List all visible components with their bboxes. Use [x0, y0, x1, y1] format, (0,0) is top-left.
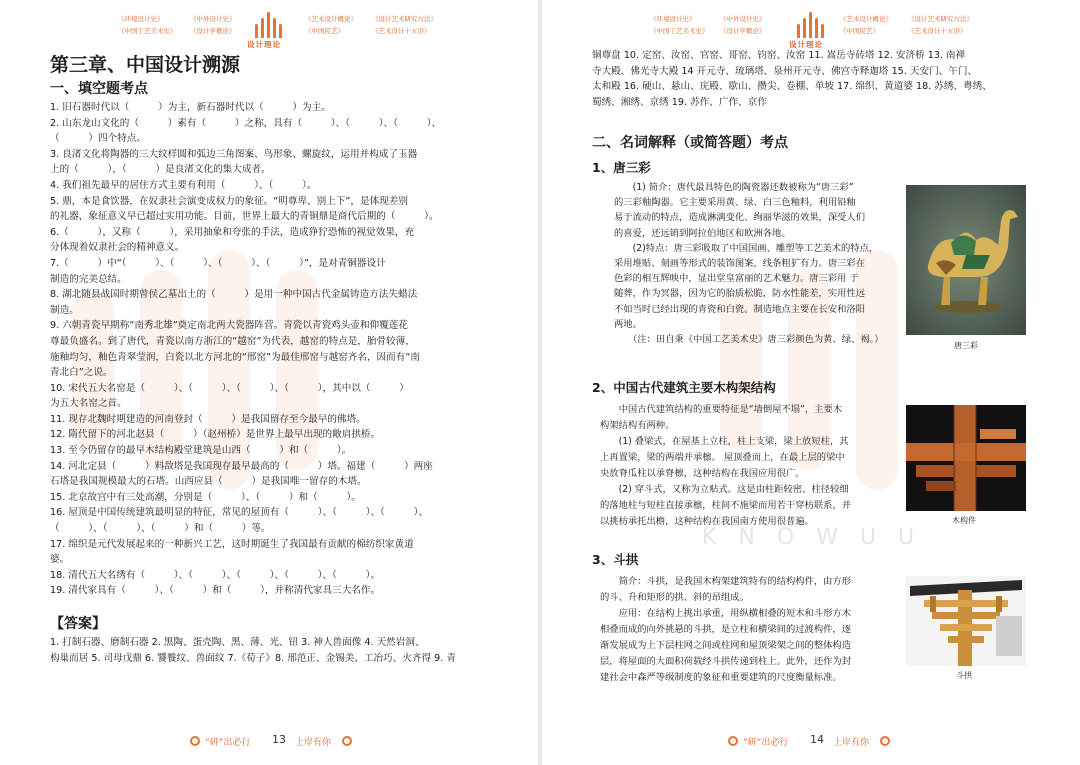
header-tag: 《环境设计史》 [118, 15, 164, 23]
term-title: 1、唐三彩 [592, 160, 651, 175]
term-tangsancai [592, 158, 1066, 178]
text-line: 以挑枋承托出檐，这种结构在我国南方使用很普遍。 [600, 516, 814, 527]
text-line: 4. 我们祖先最早的居住方式主要有利用（ ）、（ ）。 [50, 179, 317, 191]
text-line: 施釉均匀，釉色青翠莹润，白瓷以北方河北的“邢窑”为最佳邢窑与越窑齐名，因而有“南 [50, 351, 420, 363]
text-line: 7.（ ）中“（ ）、（ ）、（ ）、（ ）”，是对青铜器设计 [50, 257, 386, 269]
text-line: 的三彩釉陶器。它主要采用黄、绿、白三色釉料，利用铅釉 [614, 197, 856, 209]
text-line: 制造。 [50, 304, 79, 316]
text-line: 11. 现存北魏时期建造的河南登封（ ）是我国留存至今最早的佛塔。 [50, 413, 366, 425]
text-line: 18. 清代五大名绣有（ ）、（ ）、（ ）、（ ）、（ ）。 [50, 569, 381, 581]
text-line: 的斗、升和矩形的拱、斜的昂组成。 [600, 592, 749, 603]
header-tag: 《中外设计史》 [720, 15, 766, 23]
text-line: 蜀绣、湘绣、京绣 19. 苏作、广作、京作 [592, 96, 767, 108]
tang-sancai-camel-image [906, 185, 1026, 335]
text-line: 采用堆贴、刻画等形式的装饰图案，线条粗犷有力。唐三彩在 [614, 258, 866, 270]
text-line: （ ）、（ ）、（ ）和（ ）等。 [50, 523, 271, 535]
brand-logo-icon [253, 10, 285, 38]
footer-slogan: 上岸有你 [295, 738, 332, 748]
text-line: 16. 屋顶是中国传统建筑最明显的特征，常见的屋顶有（ ）、（ ）、（ ）、 [50, 507, 429, 519]
chapter-title: 第三章、中国设计溯源 [50, 54, 241, 76]
text-line: 尊最负盛名。到了唐代，青瓷以南方浙江的“越窑”为代表，越窑的特点是，胎骨较薄， [50, 335, 415, 347]
text-line: 1. 旧石器时代以（ ）为主，新石器时代以（ ）为主。 [50, 102, 331, 113]
term-title: 3、斗拱 [592, 552, 639, 567]
term-dougong [592, 550, 1066, 570]
answer-title: 【答案】 [50, 616, 106, 632]
text-line: 制造的完美总结。 [50, 273, 127, 285]
section-2 [592, 132, 1066, 154]
text-line: 中国古代建筑结构的重要特征是“墙倒屋不塌”，主要木 [600, 404, 843, 415]
text-line: 15. 北京故宫中有三处高潮，分别是（ ）、（ ）和（ ）。 [50, 491, 361, 503]
footer-icon [728, 736, 738, 746]
text-line: 婆。 [50, 554, 70, 566]
footer-slogan: “研”出必行 [205, 738, 251, 748]
page-number: 14 [810, 733, 824, 746]
page-number: 13 [272, 733, 286, 746]
page-footer [542, 733, 1080, 753]
header-tag: 《艺术设计概论》 [840, 15, 892, 23]
text-line: 应用：在结构上挑出承重，用纵横相叠的短木和斗形方木 [600, 608, 852, 619]
text-line: 不如当时已经出现的青瓷和白瓷。制造地点主要在长安和洛阳 [614, 303, 866, 315]
header-tag: 《中国工艺美术史》 [650, 27, 709, 35]
text-line: 两地。 [614, 318, 642, 330]
text-line: 太和殿 16. 硬山、悬山、庑殿、歇山、攒尖、卷棚、单坡 17. 绵织、黄道婆 18. 苏绣、粤绣、 [592, 81, 992, 93]
term-wood-frame [592, 378, 1066, 398]
text-line: 渐发展成为上下层柱网之间或柱网和屋顶梁架之间的整体构造 [600, 640, 852, 651]
text-line: 1. 打制石器、磨制石器 2. 黑陶、蛋壳陶、黑、薄、光、钮 3. 神人兽面像 4. 天然岩洞、 [50, 637, 425, 648]
text-line: 相叠而成的向外挑悬的斗拱，是立柱和横梁间的过渡构件，逐 [600, 624, 852, 635]
text-line: (2) 穿斗式，又称为立贴式。这是由柱距较密、柱径较细 [600, 484, 849, 495]
text-line: 9. 六朝青瓷早期称“南秀北雄”奠定南北两大瓷器阵营。青瓷以青瓷鸡头壶和仰覆莲花 [50, 320, 408, 332]
text-line: 5. 鼎，本是食饮器，在奴隶社会演变成权力的象征。“明尊卑、别上下”，是体现差别 [50, 195, 408, 207]
text-line: 2. 山东龙山文化的（ ）素有（ ）之称，具有（ ）、（ ）、（ ）、 [50, 117, 442, 129]
text-line: （ ）四个特点。 [50, 133, 146, 145]
header-tag: 《中国工艺美术史》 [118, 27, 177, 35]
page-header [0, 10, 538, 54]
text-line: 6.（ ），又称（ ），采用抽象和夸张的手法，造成狰狞恐怖的视觉效果，充 [50, 226, 415, 238]
text-line: 铜尊盘 10. 定窑、汝窑、官窑、哥窑、钧窑、汝窑 11. 嵩岳寺砖塔 12. 安济桥 13. 南禅 [592, 50, 966, 61]
text-line: (2)特点：唐三彩吸取了中国国画、雕塑等工艺美术的特点， [614, 242, 879, 254]
term-title: 2、中国古代建筑主要木构架结构 [592, 380, 776, 395]
text-line: 上的（ ），（ ）是良渚文化的集大成者。 [50, 164, 271, 176]
header-tag: 《环境设计史》 [650, 15, 696, 23]
header-tag: 《设计学概论》 [720, 27, 766, 35]
text-line: （注：田自秉《中国工艺美术史》唐三彩颜色为黄、绿、褐。） [614, 334, 884, 346]
text-line: 12. 隋代留下的河北赵县（ ）（赵州桥）是世界上最早出现的敞肩拱桥。 [50, 429, 381, 441]
header-tag: 《艺术设计概论》 [305, 15, 357, 23]
text-line: 分体现着奴隶社会的精神意义。 [50, 242, 185, 254]
header-tag: 《设计艺术研究方法》 [908, 15, 973, 23]
right-page [542, 0, 1080, 765]
text-line: 3. 良渚文化将陶器的三大纹样圆和弧边三角图案、鸟形象、螺旋纹，运用并构成了玉器 [50, 148, 418, 160]
footer-icon [342, 736, 352, 746]
text-line: 石塔是我国规模最大的石塔。山西应县（ ）是我国唯一留存的木塔。 [50, 476, 367, 488]
text-line: 14. 河北定县（ ）料敌塔是我国现存最早最高的（ ）塔。福建（ ）两座 [50, 460, 433, 472]
header-tag: 《设计艺术研究方法》 [372, 15, 437, 23]
text-line: 寺大殿、佛光寺大殿 14 开元寺、琉璃塔、泉州开元寺、佛宫寺释迦塔 15. 天安门、午门、 [592, 65, 978, 77]
term-body [614, 180, 904, 347]
figure-caption: 木构件 [952, 516, 976, 525]
text-line: 构巢而居 5. 司母戊鼎 6. 饕餮纹、兽面纹 7.《荀子》8. 邢范正、金锡美、工冶巧、火齐得 9. 青 [50, 652, 456, 664]
dougong-image [906, 576, 1026, 666]
text-line: 13. 至今仍留存的最早木结构殿堂建筑是山西（ ）和（ ）。 [50, 445, 352, 457]
term-body [600, 574, 904, 686]
answers-continued [592, 48, 1066, 110]
brand-logo-icon [795, 10, 827, 38]
logo-text: 设计理论 [247, 40, 281, 49]
text-line: 随葬，作为冥器，因为它的胎质松脆，防水性能差，实用性远 [614, 288, 866, 300]
text-line: 央放脊瓜柱以承脊檩，这种结构在我国应用很广。 [600, 468, 805, 479]
text-line: 19. 清代家具有（ ）、（ ）和（ ），并称清代家具三大名作。 [50, 585, 381, 597]
text-line: 17. 绵织是元代发展起来的一种新兴工艺，这时期诞生了我国最有贡献的棉纺织家黄道 [50, 538, 414, 550]
section-title: 二、名词解释（或简答题）考点 [592, 135, 788, 151]
footer-slogan: 上岸有你 [833, 738, 870, 748]
text-line: 层，将屋面的大面积荷载经斗拱传递到柱上。此外，还作为封 [600, 656, 852, 667]
text-line: 8. 湖北随县战国时期曾侯乙墓出土的（ ）是用一种中国古代金属铸造方法失蜡法 [50, 289, 418, 301]
header-tag: 《中国民艺》 [840, 27, 879, 35]
text-line: 易于流动的特点，造成淋漓变化、绚丽华滋的效果，深受人们 [614, 212, 866, 224]
figure-caption: 斗拱 [956, 671, 972, 680]
question-list [50, 100, 518, 599]
footer-slogan: “研”出必行 [743, 738, 789, 748]
text-line: 为五大名窑之首。 [50, 398, 127, 410]
header-tag: 《艺术设计十五讲》 [908, 27, 967, 35]
footer-icon [190, 736, 200, 746]
text-line: 10. 宋代五大名窑是（ ）、（ ）、（ ）、（ ），其中以（ ） [50, 382, 409, 394]
text-line: 青北白”之说。 [50, 367, 113, 379]
text-line: 的落地柱与短柱直接承檩，柱间不施梁而用若干穿枋联系，并 [600, 500, 852, 511]
header-tag: 《设计学概论》 [190, 27, 236, 35]
wood-joint-image [906, 405, 1026, 511]
section-title: 一、填空题考点 [50, 81, 148, 97]
answer-list [50, 635, 518, 666]
text-line: (1) 叠梁式，在屋基上立柱，柱上支梁，梁上放短柱，其 [600, 436, 849, 447]
text-line: 建社会中森严等级制度的象征和重要建筑的尺度衡量标准。 [600, 672, 842, 683]
page-footer [0, 733, 538, 753]
text-line: 色彩的相互辉映中，显出堂皇富丽的艺术魅力。唐三彩用 于 [614, 273, 859, 285]
text-line: 上再置梁，梁的两端并承檩。 屋顶叠而上，在最上层的梁中 [600, 452, 845, 463]
header-tag: 《中外设计史》 [190, 15, 236, 23]
logo-text: 设计理论 [789, 40, 823, 49]
text-line: 简介：斗拱，是我国木构架建筑特有的结构构件，由方形 [600, 576, 852, 587]
watermark-text: KNOWUU [702, 525, 937, 550]
text-line: 的礼器，象征意义早已超过实用功能。目前，世界上最大的青铜鼎是商代后期的（ ）。 [50, 211, 439, 223]
footer-icon [880, 736, 890, 746]
text-line: (1) 简介：唐代最具特色的陶瓷器还数被称为“唐三彩” [614, 182, 854, 193]
figure-caption: 唐三彩 [954, 341, 978, 350]
left-page [0, 0, 538, 765]
header-tag: 《艺术设计十五讲》 [372, 27, 431, 35]
term-body [600, 402, 904, 530]
header-tag: 《中国民艺》 [305, 27, 344, 35]
text-line: 的喜爱，还远销到阿拉伯地区和欧洲各地。 [614, 227, 791, 239]
text-line: 构架结构有两种。 [600, 420, 675, 431]
left-content [50, 52, 518, 666]
